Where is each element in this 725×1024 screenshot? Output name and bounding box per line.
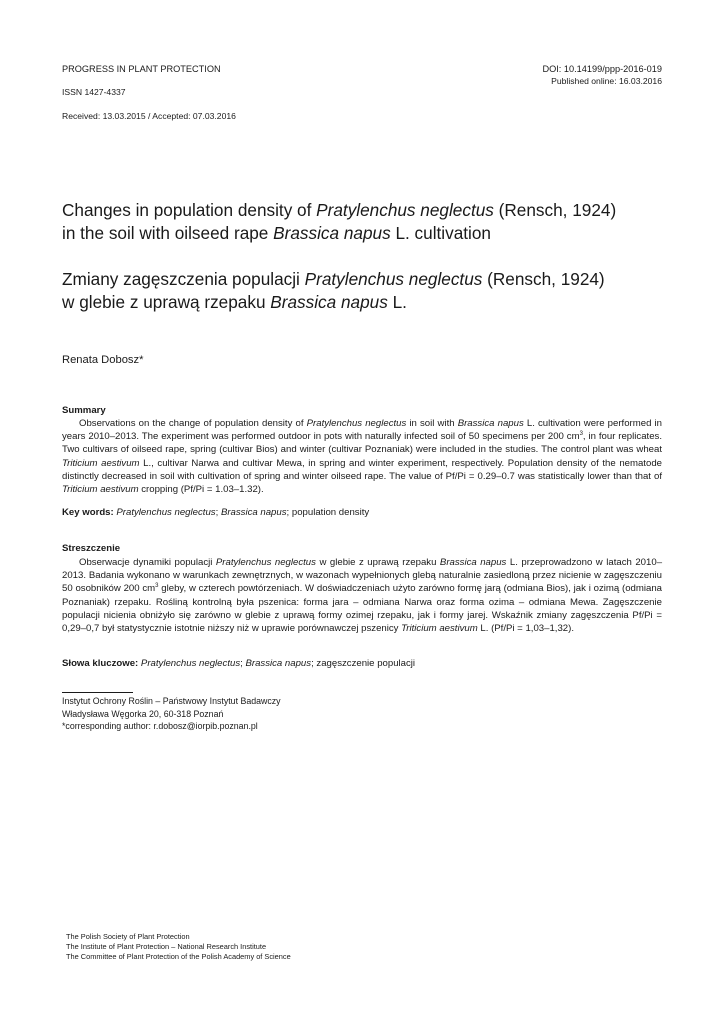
footer-society: The Polish Society of Plant Protection (66, 932, 190, 941)
author-name: Renata Dobosz* (62, 354, 144, 366)
received-accepted-dates: Received: 13.03.2015 / Accepted: 07.03.2016 (62, 111, 236, 121)
summary-text: Observations on the change of population density of Pratylenchus neglectus in soil with Brassica napus L. cultivation were performed in years 2010–2013. The experiment was performed outdoor in pots with naturally infected soil of 50 specimens per 200 $cm^3$, in four replicates. Two cultivars of oilseed rape, spring (cultivar Bios) and winter (cultivar Poznaniak) were included in the studies. The control plant was wheat Triticium aestivum L., cultivar Narwa and cultivar Mewa, in spring and winter experiment, respectively. Population density of the nematode distinctly decreased in soil with cultivation of spring and winter oilseed rape. The value of Pf/Pi = 0.29–0.7 was statistically lower than that of Triticium aestivum cropping (Pf/Pi = 1.03–1.32). (62, 418, 663, 496)
issn: ISSN 1427-4337 (62, 87, 126, 97)
corresponding-author-email: *corresponding author: r.dobosz@iorpib.poznan.pl (62, 721, 258, 732)
streszczenie-heading: Streszczenie (62, 543, 121, 554)
affiliation-address: Władysława Węgorka 20, 60-318 Poznań (62, 708, 224, 719)
footer-committee: The Committee of Plant Protection of the Polish Academy of Science (66, 952, 291, 961)
keywords-polish: Słowa kluczowe: Pratylenchus neglectus; Brassica napus; zagęszczenie populacji (62, 658, 416, 669)
affiliation-institute: Instytut Ochrony Roślin – Państwowy Instytut Badawczy (62, 696, 281, 706)
summary-heading: Summary (62, 405, 106, 416)
keywords-english: Key words: Pratylenchus neglectus; Brassica napus; population density (62, 507, 370, 518)
title-polish: Zmiany zagęszczenia populacji Pratylenchus neglectus (Rensch, 1924) w glebie z uprawą rzepaku Brassica napus L. (62, 269, 605, 312)
footer-institute: The Institute of Plant Protection – National Research Institute (66, 942, 267, 951)
streszczenie-text: Obserwacje dynamiki populacji Pratylenchus neglectus w glebie z uprawą rzepaku Brassica napus L. przeprowadzono w latach 2010–2013. Badania wykonano w warunkach zewnętrznych, w wazonach wypełnionych glebą naturalnie zasiedloną przez nicienie w zagęszczeniu 50 osobników 200 $cm^3$ gleby, w czterech powtórzeniach. W doświadczeniach użyto zarówno formę jarą (odmiana Bios), jak i ozimą (odmiana Poznaniak) rzepaku. Rośliną kontrolną była pszenica: forma jara – odmiana Narwa oraz forma ozima – odmiana Mewa. Zagęszczenie populacji nicienia obniżyło się zarówno w glebie z uprawą formy ozimej rzepaku, jak i formy jarej. Wskaźnik zmiany zagęszczenia Pf/Pi = 0,29–0,7 był statystycznie istotnie niższy niż w uprawie porównawczej pszenicy Triticium aestivum L. (Pf/Pi = 1,03–1,32). (62, 557, 663, 635)
journal-name: PROGRESS IN PLANT PROTECTION (62, 64, 221, 74)
title-english: Changes in population density of Pratylenchus neglectus (Rensch, 1924) in the soil with oilseed rape Brassica napus L. cultivation (62, 200, 617, 243)
doi: DOI: 10.14199/ppp-2016-019 (542, 64, 662, 74)
affiliation-footnote (62, 695, 281, 733)
published-online: Published online: 16.03.2016 (551, 76, 662, 86)
footnote-divider (62, 692, 133, 693)
page-footer (66, 932, 291, 962)
